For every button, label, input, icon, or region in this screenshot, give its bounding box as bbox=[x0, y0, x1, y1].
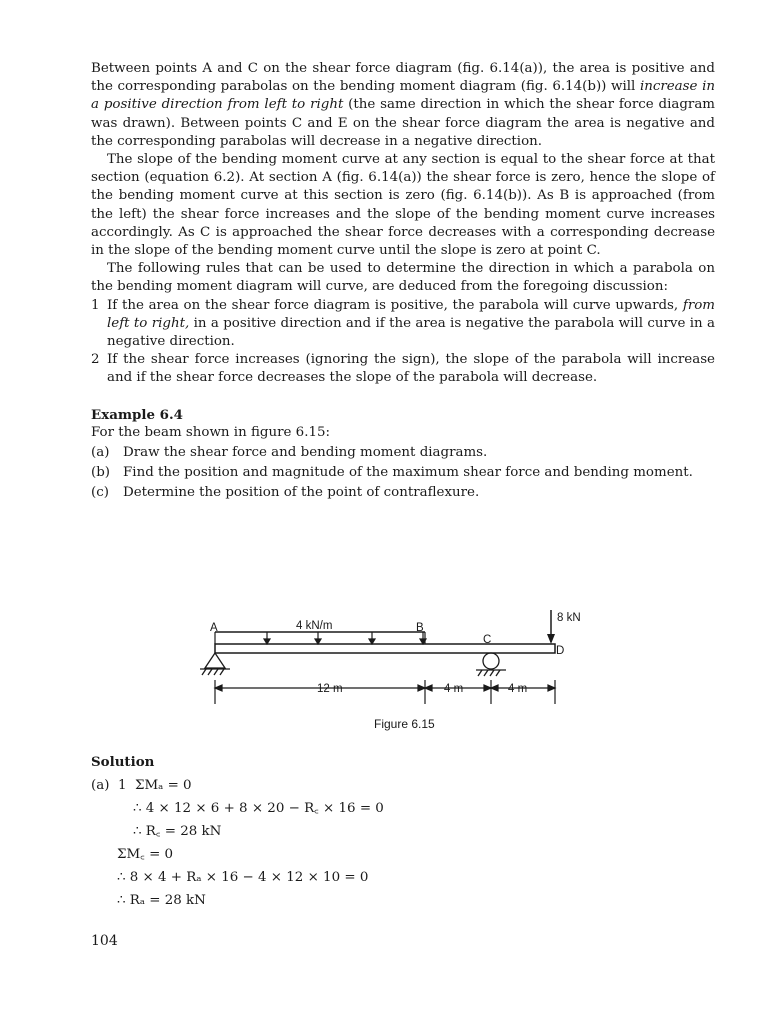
task-c: (c) Determine the position of the point of contraflexure. bbox=[91, 485, 480, 501]
figure-caption: Figure 6.15 bbox=[374, 717, 435, 731]
paragraph-3: The following rules that can be used to determine the direction in which a parabola on the bending moment diagram will curve, are deduced from the foregoing discussion: bbox=[91, 261, 715, 295]
solution-title: Solution bbox=[91, 754, 155, 770]
dim-ab: 12 m bbox=[317, 683, 343, 695]
page-body bbox=[91, 60, 715, 503]
roller-support bbox=[476, 653, 506, 676]
pin-support bbox=[200, 653, 230, 675]
equation-1: (a) 1 ΣMₐ = 0 bbox=[91, 778, 192, 793]
udl-label: 4 kN/m bbox=[296, 620, 333, 632]
example-title: Example 6.4 bbox=[91, 406, 183, 423]
paragraph-2: The slope of the bending moment curve at any section is equal to the shear force at that section (equation 6.2). At section A (fig. 6.14(a)) the shear force is zero, hence the slope of the bending moment curve at this section is zero (fig. 6.14(b)). As B is approached (from the left) the shear force increases and the slope of the bending moment curve increases accordingly. As C is approached the shear force decreases with a corresponding decrease in the slope of the bending moment curve until the slope is zero at point C. bbox=[91, 152, 715, 259]
beam bbox=[215, 644, 555, 653]
equation-6: ∴ Rₐ = 28 kN bbox=[117, 893, 206, 908]
rule-1: 1 If the area on the shear force diagram is positive, the parabola will curve upwards, from left to right, in a positive direction and if the area is negative the parabola will curve in a negative direction. bbox=[91, 297, 715, 350]
equation-2: ∴ 4 × 12 × 6 + 8 × 20 − R꜀ × 16 = 0 bbox=[133, 801, 384, 816]
dimension-lines bbox=[215, 680, 555, 704]
paragraph-1: Between points A and C on the shear force diagram (fig. 6.14(a)), the area is positive and the corresponding parabolas on the bending moment diagram (fig. 6.14(b)) will increase in a positive direction from left to right (the same direction in which the shear force diagram was drawn). Between points C and E on the shear force diagram the area is negative and the corresponding parabolas will decrease in a negative direction. bbox=[91, 61, 715, 149]
equation-5: ∴ 8 × 4 + Rₐ × 16 − 4 × 12 × 10 = 0 bbox=[117, 870, 369, 885]
udl-arrows bbox=[264, 632, 426, 644]
task-b: (b) Find the position and magnitude of the maximum shear force and bending moment. bbox=[91, 465, 693, 481]
label-c: C bbox=[483, 634, 492, 646]
page-number: 104 bbox=[91, 933, 118, 949]
rule-2: 2 If the shear force increases (ignoring the sign), the slope of the parabola will increase and if the shear force decreases the slope of the parabola will decrease. bbox=[91, 352, 715, 386]
label-a: A bbox=[210, 622, 218, 634]
point-load-label: 8 kN bbox=[557, 612, 581, 624]
task-a: (a) Draw the shear force and bending moment diagrams. bbox=[91, 445, 488, 461]
equation-3: ∴ R꜀ = 28 kN bbox=[133, 824, 222, 839]
example-intro: For the beam shown in figure 6.15: bbox=[91, 424, 330, 440]
dim-bc: 4 m bbox=[444, 683, 464, 695]
dim-cd: 4 m bbox=[508, 683, 528, 695]
solution bbox=[91, 754, 591, 912]
equation-4: ΣM꜀ = 0 bbox=[117, 847, 174, 862]
label-d: D bbox=[556, 645, 565, 657]
label-b: B bbox=[416, 622, 424, 634]
